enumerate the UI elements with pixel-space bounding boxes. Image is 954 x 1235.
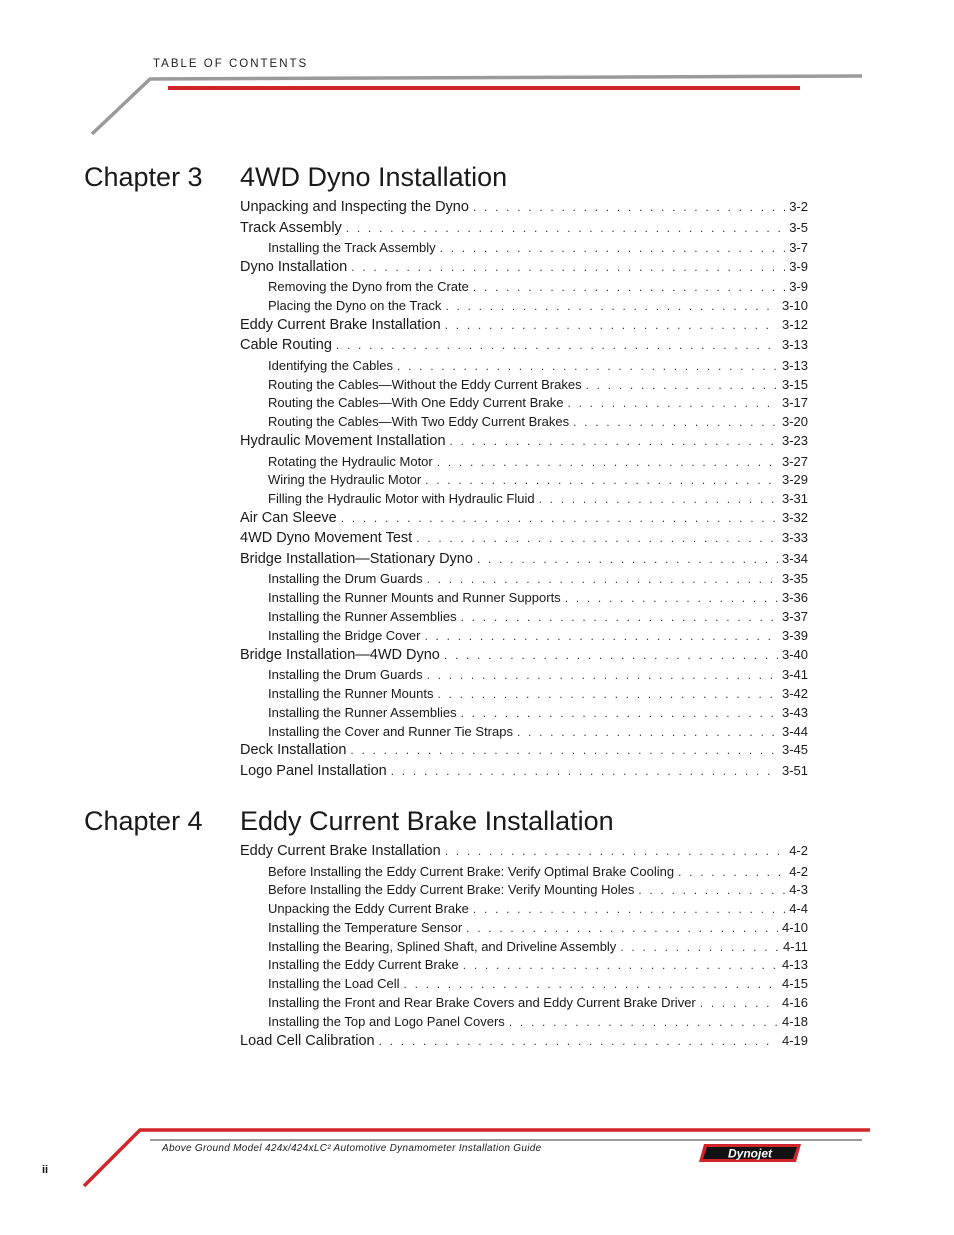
toc-entry-title: Cable Routing [240, 337, 332, 354]
toc-entry-title: Routing the Cables—With Two Eddy Current Brakes [268, 414, 570, 430]
toc-subsection-entry[interactable] [240, 279, 808, 298]
toc-leader-dots [336, 338, 778, 352]
toc-leader-dots [473, 902, 785, 916]
toc-leader-dots [425, 473, 778, 487]
toc-page-number: 3-37 [781, 609, 808, 625]
toc-leader-dots [397, 359, 778, 373]
toc-leader-dots [473, 280, 785, 294]
toc-leader-dots [620, 940, 779, 954]
toc-subsection-entry[interactable] [240, 882, 808, 901]
toc-entry-title: Eddy Current Brake Installation [240, 843, 441, 859]
toc-page-number: 3-5 [789, 219, 808, 235]
toc-subsection-entry[interactable] [240, 298, 808, 317]
toc-leader-dots [437, 687, 777, 701]
toc-page-number: 3-51 [781, 762, 808, 778]
toc-page-number: 3-12 [781, 316, 808, 332]
toc-subsection-entry[interactable] [240, 628, 808, 647]
toc-leader-dots [445, 318, 778, 332]
toc-section-entry[interactable] [240, 317, 808, 338]
chapter-3-title: 4WD Dyno Installation [240, 162, 508, 192]
toc-leader-dots [379, 1034, 778, 1048]
toc-leader-dots [461, 706, 778, 720]
toc-leader-dots [586, 378, 778, 392]
toc-page-number: 3-10 [781, 298, 808, 314]
toc-leader-dots [424, 629, 777, 643]
toc-page-number: 3-23 [781, 433, 808, 449]
toc-leader-dots [450, 434, 778, 448]
toc-page-number: 3-29 [781, 472, 808, 488]
toc-entry-title: Installing the Runner Mounts and Runner Supports [268, 590, 561, 606]
toc-subsection-entry[interactable] [240, 414, 808, 433]
toc-page-number: 3-32 [781, 509, 808, 525]
toc-page-number: 3-42 [781, 685, 808, 701]
toc-subsection-entry[interactable] [240, 358, 808, 377]
chapter-3-number: Chapter 3 [84, 162, 203, 192]
toc-section-entry[interactable] [240, 337, 808, 358]
toc-section-entry[interactable] [240, 220, 808, 241]
toc-leader-dots [700, 996, 778, 1010]
toc-entry-title: Hydraulic Movement Installation [240, 433, 446, 450]
toc-leader-dots [445, 299, 778, 313]
toc-leader-dots [346, 221, 785, 235]
toc-entry-title: Installing the Runner Assemblies [268, 609, 457, 625]
toc-subsection-entry[interactable] [240, 939, 808, 958]
toc-entry-title: Placing the Dyno on the Track [268, 298, 442, 314]
toc-entry-title: Eddy Current Brake Installation [240, 316, 441, 333]
toc-entry-title: Filling the Hydraulic Motor with Hydraulic Fluid [268, 491, 535, 507]
toc-entry-title: Installing the Temperature Sensor [268, 919, 463, 935]
toc-subsection-entry[interactable] [240, 590, 808, 609]
toc-entry-title: Installing the Bridge Cover [268, 627, 421, 643]
toc-subsection-entry[interactable] [240, 686, 808, 705]
toc-subsection-entry[interactable] [240, 724, 808, 743]
toc-page-number: 3-36 [781, 590, 808, 606]
toc-subsection-entry[interactable] [240, 377, 808, 396]
footer-guide-title: Above Ground Model 424x/424xLC² Automotive Dynamometer Installation Guide [162, 1143, 542, 1154]
toc-section-entry[interactable] [240, 742, 808, 763]
chapter-4-number: Chapter 4 [84, 806, 203, 836]
toc-leader-dots [404, 977, 778, 991]
toc-page-number: 3-17 [781, 395, 808, 411]
toc-entry-title: Track Assembly [240, 219, 342, 236]
toc-leader-dots [517, 725, 778, 739]
chapter-3-toc [240, 199, 808, 783]
toc-entry-title: Routing the Cables—Without the Eddy Current Brakes [268, 376, 582, 392]
toc-entry-title: Routing the Cables—With One Eddy Current Brake [268, 395, 564, 411]
toc-leader-dots [461, 610, 778, 624]
toc-entry-title: Bridge Installation—Stationary Dyno [240, 550, 473, 567]
toc-leader-dots [427, 572, 778, 586]
toc-section-entry[interactable] [240, 530, 808, 551]
toc-subsection-entry[interactable] [240, 454, 808, 473]
toc-page-number: 4-2 [789, 863, 808, 879]
toc-subsection-entry[interactable] [240, 491, 808, 510]
toc-section-entry[interactable] [240, 259, 808, 280]
toc-leader-dots [466, 921, 778, 935]
toc-leader-dots [638, 883, 785, 897]
toc-leader-dots [391, 764, 778, 778]
toc-page-number: 3-15 [781, 376, 808, 392]
toc-entry-title: Deck Installation [240, 742, 347, 759]
toc-leader-dots [416, 531, 778, 545]
toc-entry-title: Identifying the Cables [268, 357, 394, 373]
toc-entry-title: Installing the Drum Guards [268, 571, 423, 587]
toc-leader-dots [568, 396, 778, 410]
toc-entry-title: Air Can Sleeve [240, 509, 337, 526]
toc-subsection-entry[interactable] [240, 976, 808, 995]
toc-page-number: 3-39 [781, 627, 808, 643]
header-decoration [0, 0, 954, 150]
toc-subsection-entry[interactable] [240, 864, 808, 883]
toc-section-entry[interactable] [240, 199, 808, 220]
toc-page-number: 3-7 [789, 240, 808, 255]
toc-entry-title: Wiring the Hydraulic Motor [268, 472, 422, 488]
toc-leader-dots [437, 455, 778, 469]
toc-subsection-entry[interactable] [240, 1014, 808, 1033]
toc-leader-dots [539, 492, 778, 506]
toc-leader-dots [351, 260, 785, 274]
toc-page-number: 3-9 [789, 258, 808, 274]
toc-section-entry[interactable] [240, 843, 808, 864]
toc-page-number: 3-13 [781, 357, 808, 373]
toc-subsection-entry[interactable] [240, 472, 808, 491]
toc-entry-title: Installing the Cover and Runner Tie Straps [268, 723, 513, 739]
running-header: TABLE OF CONTENTS [153, 58, 309, 70]
chapter-4-toc [240, 843, 808, 1053]
toc-section-entry[interactable] [240, 647, 808, 668]
toc-page-number: 3-41 [781, 667, 808, 683]
toc-page-number: 3-45 [781, 742, 808, 758]
page-number: ii [42, 1164, 49, 1176]
toc-subsection-entry[interactable] [240, 705, 808, 724]
toc-page-number: 4-11 [782, 938, 808, 954]
toc-entry-title: Load Cell Calibration [240, 1032, 375, 1049]
toc-leader-dots [565, 591, 778, 605]
toc-entry-title: Installing the Top and Logo Panel Covers [268, 1013, 505, 1029]
toc-leader-dots [444, 648, 778, 662]
toc-page-number: 4-15 [781, 976, 808, 992]
toc-section-entry[interactable] [240, 1033, 808, 1054]
toc-leader-dots [477, 552, 778, 566]
toc-page-number: 4-18 [781, 1013, 808, 1029]
toc-entry-title: Unpacking and Inspecting the Dyno [240, 199, 469, 215]
toc-subsection-entry[interactable] [240, 957, 808, 976]
toc-subsection-entry[interactable] [240, 395, 808, 414]
toc-page-number: 4-10 [781, 919, 808, 935]
toc-entry-title: Rotating the Hydraulic Motor [268, 453, 433, 469]
toc-entry-title: Installing the Load Cell [268, 976, 400, 992]
toc-page-number: 3-44 [781, 723, 808, 739]
toc-leader-dots [341, 511, 778, 525]
toc-leader-dots [350, 743, 778, 757]
toc-subsection-entry[interactable] [240, 667, 808, 686]
chapter-4-title: Eddy Current Brake Installation [240, 806, 614, 836]
toc-subsection-entry[interactable] [240, 240, 808, 259]
toc-page-number: 3-27 [781, 453, 808, 469]
toc-entry-title: Before Installing the Eddy Current Brake: Verify Optimal Brake Cooling [268, 863, 675, 879]
toc-entry-title: Installing the Runner Mounts [268, 685, 434, 701]
toc-section-entry[interactable] [240, 433, 808, 454]
toc-leader-dots [473, 200, 785, 214]
toc-entry-title: 4WD Dyno Movement Test [240, 530, 413, 547]
toc-page-number: 4-16 [781, 995, 808, 1011]
toc-page-number: 3-13 [781, 337, 808, 353]
toc-section-entry[interactable] [240, 551, 808, 572]
toc-leader-dots [440, 241, 786, 255]
toc-page-number: 4-4 [789, 901, 808, 917]
toc-section-entry[interactable] [240, 510, 808, 531]
toc-leader-dots [573, 415, 778, 429]
toc-subsection-entry[interactable] [240, 571, 808, 590]
toc-subsection-entry[interactable] [240, 901, 808, 920]
toc-entry-title: Unpacking the Eddy Current Brake [268, 901, 469, 917]
toc-page-number: 4-19 [781, 1032, 808, 1048]
toc-subsection-entry[interactable] [240, 995, 808, 1014]
toc-subsection-entry[interactable] [240, 920, 808, 939]
toc-page-number: 4-2 [789, 843, 808, 858]
toc-entry-title: Installing the Track Assembly [268, 240, 436, 255]
toc-page-number: 3-20 [781, 414, 808, 430]
toc-entry-title: Removing the Dyno from the Crate [268, 279, 469, 295]
toc-page-number: 3-34 [781, 550, 808, 566]
toc-entry-title: Before Installing the Eddy Current Brake: Verify Mounting Holes [268, 882, 635, 898]
toc-leader-dots [445, 844, 786, 858]
toc-page-number: 3-2 [789, 199, 808, 214]
toc-page-number: 3-31 [781, 491, 808, 507]
toc-entry-title: Logo Panel Installation [240, 762, 387, 779]
toc-page-number: 4-13 [781, 957, 808, 973]
toc-leader-dots [463, 958, 778, 972]
toc-entry-title: Installing the Runner Assemblies [268, 704, 457, 720]
toc-page-number: 3-40 [781, 646, 808, 662]
toc-subsection-entry[interactable] [240, 609, 808, 628]
toc-entry-title: Bridge Installation—4WD Dyno [240, 646, 440, 663]
toc-page-number: 3-9 [789, 279, 808, 295]
dynojet-logo-text: Dynojet [727, 1146, 773, 1161]
toc-leader-dots [509, 1015, 778, 1029]
toc-section-entry[interactable] [240, 763, 808, 784]
toc-entry-title: Installing the Bearing, Splined Shaft, and Driveline Assembly [268, 938, 617, 954]
toc-page-number: 4-3 [789, 882, 808, 898]
toc-entry-title: Dyno Installation [240, 258, 348, 275]
toc-leader-dots [678, 865, 785, 879]
toc-page-number: 3-43 [781, 704, 808, 720]
toc-entry-title: Installing the Eddy Current Brake [268, 957, 459, 973]
toc-leader-dots [427, 668, 778, 682]
toc-entry-title: Installing the Front and Rear Brake Covers and Eddy Current Brake Driver [268, 995, 696, 1011]
toc-entry-title: Installing the Drum Guards [268, 667, 423, 683]
toc-page-number: 3-35 [781, 571, 808, 587]
toc-page-number: 3-33 [781, 530, 808, 546]
dynojet-logo [698, 1143, 802, 1163]
